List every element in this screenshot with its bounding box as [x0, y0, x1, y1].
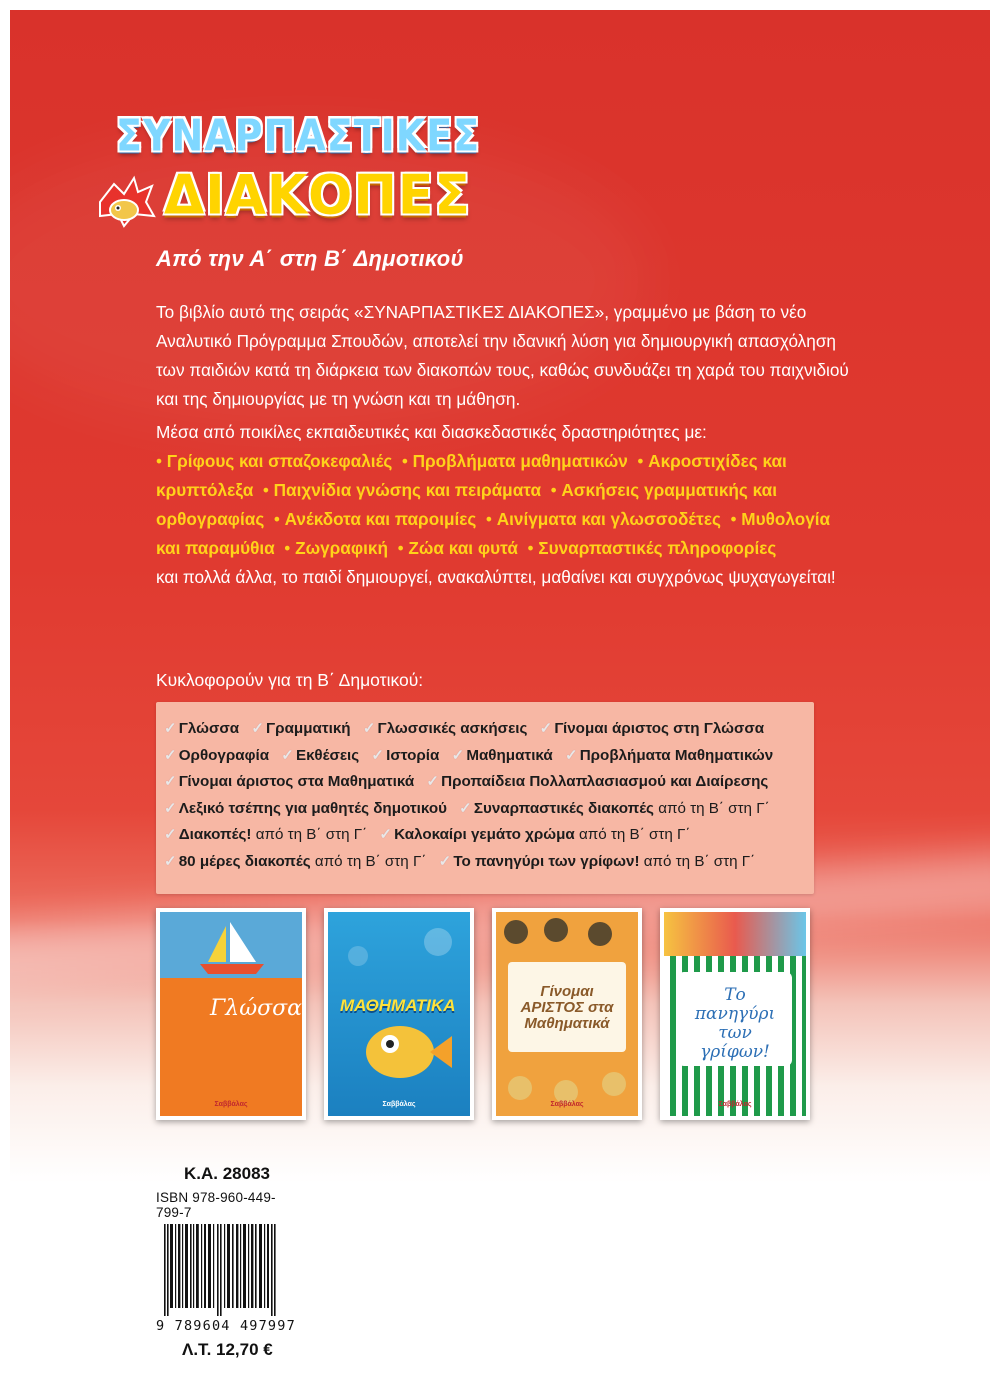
- catalog-title: ✓ Γλώσσα: [164, 720, 240, 737]
- book-cover-ginomai-aristos: [492, 908, 642, 1120]
- activity-item: Μυθολογία και παραμύθια: [156, 509, 831, 558]
- catalog-title: ✓ Προβλήματα Μαθηματικών: [564, 746, 774, 764]
- barcode-icon: [156, 1224, 286, 1316]
- activity-item: Παιχνίδια γνώσης και πειράματα: [273, 480, 542, 500]
- catalog-title: ✓ Γραμματική: [251, 720, 351, 737]
- checkmark-icon: ✓: [251, 720, 265, 737]
- activities-intro: Μέσα από ποικίλες εκπαιδευτικές και διασκεδαστικές δραστηριότητες με:: [156, 422, 707, 442]
- catalog-box: [156, 702, 814, 894]
- checkmark-icon: ✓: [379, 826, 393, 844]
- activity-item: Συναρπαστικές πληροφορίες: [538, 538, 777, 558]
- product-code: Κ.Α. 28083: [184, 1164, 270, 1183]
- checkmark-icon: ✓: [164, 746, 177, 764]
- catalog-title: ✓ Καλοκαίρι γεμάτο χρώμα από τη Β΄ στη Γ΄: [379, 826, 691, 844]
- price: Λ.Τ. 12,70 €: [182, 1340, 273, 1359]
- description-paragraph: Το βιβλίο αυτό της σειράς «ΣΥΝΑΡΠΑΣΤΙΚΕΣ ΔΙΑΚΟΠΕΣ», γραμμένο με βάση το νέο Αναλυτικό Πρόγραμμα Σπουδών, αποτελεί την ιδανική λύση για δημιουργική απασχόληση των παιδιών κατά τη διάρκεια των διακοπών τους, καθώς συνδυάζει τη χαρά του παιχνιδιού και της δημιουργίας με τη γνώση και τη μάθηση.: [156, 302, 849, 409]
- catalog-title: ✓ Γίνομαι άριστος στη Γλώσσα: [539, 720, 765, 737]
- checkmark-icon: ✓: [164, 826, 177, 844]
- catalog-title: ✓ Γλωσσικές ασκήσεις: [362, 720, 528, 737]
- checkmark-icon: ✓: [438, 852, 452, 870]
- isbn: ISBN 978-960-449-799-7: [156, 1190, 276, 1220]
- activity-item: Ασκήσεις γραμματικής και ορθογραφίας: [156, 480, 777, 529]
- ean-number: 9 789604 497997: [156, 1318, 296, 1334]
- checkmark-icon: ✓: [564, 746, 578, 764]
- sailboat-icon: [160, 912, 302, 978]
- catalog-title: ✓ Το πανηγύρι των γρίφων! από τη Β΄ στη Γ΄: [438, 852, 756, 870]
- fish-mascot-icon: [94, 172, 160, 228]
- catalog-heading: Κυκλοφορούν για τη Β΄ Δημοτικού:: [156, 670, 424, 690]
- checkmark-icon: ✓: [426, 773, 440, 791]
- checkmark-icon: ✓: [164, 799, 177, 817]
- catalog-title: ✓ Διακοπές! από τη Β΄ στη Γ΄: [164, 826, 368, 844]
- book-cover-panigyri-grifon: [660, 908, 810, 1120]
- activity-item: Ζωγραφική: [295, 538, 389, 558]
- book-title: ΜΑΘΗΜΑΤΙΚΑ: [340, 996, 456, 1015]
- catalog-title: ✓ Ιστορία: [371, 746, 440, 764]
- activity-item: Γρίφους και σπαζοκεφαλιές: [166, 451, 393, 471]
- checkmark-icon: ✓: [281, 746, 294, 764]
- publisher-logo: Σαββάλας: [718, 1101, 752, 1108]
- activity-item: Ζώα και φυτά: [408, 538, 518, 558]
- catalog-title: ✓ Προπαίδεια Πολλαπλασιασμού και Διαίρεσης: [426, 773, 769, 791]
- publisher-logo: Σαββάλας: [214, 1101, 248, 1108]
- catalog-title: ✓ Εκθέσεις: [281, 746, 360, 764]
- activity-item: Προβλήματα μαθηματικών: [412, 451, 628, 471]
- checkmark-icon: ✓: [164, 852, 177, 870]
- book-cover-illustration: [160, 912, 302, 978]
- series-title-line2: ΔΙΑΚΟΠΕΣ: [164, 164, 471, 227]
- activity-item: Ανέκδοτα και παροιμίες: [284, 509, 477, 529]
- series-subtitle: Από την Α΄ στη Β΄ Δημοτικού: [156, 246, 464, 271]
- checkmark-icon: ✓: [164, 720, 177, 737]
- catalog-title: ✓ Γίνομαι άριστος στα Μαθηματικά: [164, 773, 415, 791]
- barcode-block: [156, 1164, 296, 1360]
- book-cover-glossa: [156, 908, 306, 1120]
- book-cover-mathimatika: [324, 908, 474, 1120]
- checkmark-icon: ✓: [459, 799, 472, 817]
- checkmark-icon: ✓: [539, 720, 553, 737]
- checkmark-icon: ✓: [164, 773, 177, 791]
- series-title-line1: ΣΥΝΑΡΠΑΣΤΙΚΕΣ: [116, 110, 481, 161]
- catalog-title: ✓ 80 μέρες διακοπές από τη Β΄ στη Γ΄: [164, 852, 427, 870]
- back-cover: [10, 10, 990, 1390]
- catalog-title: ✓ Μαθηματικά: [451, 746, 553, 764]
- book-title: Γίνομαι ΑΡΙΣΤΟΣ στα Μαθηματικά: [520, 983, 614, 1032]
- activities-paragraph: Μέσα από ποικίλες εκπαιδευτικές και διασκεδαστικές δραστηριότητες με: • Γρίφους και σπαζοκεφαλιές • Προβλήματα μαθηματικών • Ακροστιχίδες και κρυπτόλεξα • Παιχνίδια γνώσης και πειράματα • Ασκήσεις γραμματικής και ορθογραφίας • Ανέκδοτα και παροιμίες • Αινίγματα και γλωσσοδέτες • Μυθολογία και παραμύθια • Ζωγραφική • Ζώα και φυτά • Συναρπαστικές πληροφορίες και πολλά άλλα, το παιδί δημιουργεί, ανακαλύπτει, μαθαίνει και συγχρόνως ψυχαγωγείται!: [156, 422, 836, 587]
- catalog-title: ✓ Ορθογραφία: [164, 746, 270, 764]
- activity-item: Αινίγματα και γλωσσοδέτες: [496, 509, 721, 529]
- catalog-title: ✓ Συναρπαστικές διακοπές από τη Β΄ στη Γ΄: [459, 799, 770, 817]
- catalog-list: [164, 716, 814, 876]
- series-logo: [106, 110, 566, 240]
- checkmark-icon: ✓: [371, 746, 385, 764]
- catalog-title: ✓ Λεξικό τσέπης για μαθητές δημοτικού: [164, 799, 447, 817]
- book-title: Γλώσσα: [210, 996, 302, 1021]
- book-title: Το πανηγύρι των γρίφων!: [694, 985, 776, 1062]
- checkmark-icon: ✓: [451, 746, 465, 764]
- book-cover-illustration: [664, 912, 806, 956]
- checkmark-icon: ✓: [362, 720, 376, 737]
- publisher-logo: Σαββάλας: [550, 1101, 584, 1108]
- activity-item: Ακροστιχίδες και κρυπτόλεξα: [156, 451, 787, 500]
- publisher-logo: Σαββάλας: [382, 1101, 416, 1108]
- closing-text: και πολλά άλλα, το παιδί δημιουργεί, ανακαλύπτει, μαθαίνει και συγχρόνως ψυχαγωγείται!: [156, 567, 836, 587]
